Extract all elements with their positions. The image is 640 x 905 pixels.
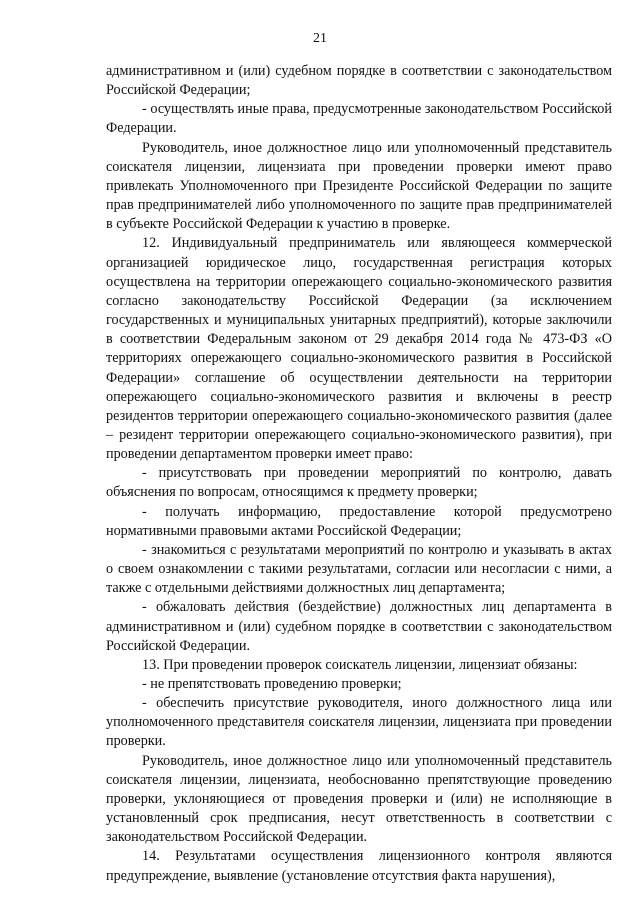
- page-number: 21: [313, 31, 327, 46]
- paragraph-section-13: 13. При проведении проверок соискатель лицензии, лицензиат обязаны:: [142, 656, 578, 673]
- document-body: [106, 62, 612, 886]
- paragraph-list-item: - осуществлять иные права, предусмотренные законодательством Российской Федерации.: [106, 101, 612, 137]
- paragraph: Руководитель, иное должностное лицо или уполномоченный представитель соискателя лицензии, лицензиата при проведении проверки имеют право привлекать Уполномоченного при Президенте Российской Федерации по защите прав предпринимателей либо уполномоченного по защите прав предпринимателей в субъекте Российской Федерации к участию в проверке.: [106, 139, 612, 233]
- paragraph: Руководитель, иное должностное лицо или уполномоченный представитель соискателя лицензии, лицензиата, необоснованно препятствующие проведению проверки, уклоняющиеся от проведения проверки и (или) не исполняющие в установленный срок предписания, несут ответственность в соответствии с законодательством Российской Федерации.: [106, 752, 612, 846]
- paragraph-section-12: 12. Индивидуальный предприниматель или являющееся коммерческой организацией юридическое лицо, государственная регистрация которых осуществлена на территории опережающего социально-экономического развития согласно законодательству Российской Федерации (за исключением государственных и муниципальных унитарных предприятий), которые заключили в соответствии Федеральным законом от 29 декабря 2014 года № 473-ФЗ «О территориях опережающего социально-экономического развития в Российской Федерации» соглашение об осуществлении деятельности на территории опережающего социально-экономического развития и включены в реестр резидентов территории опережающего социально-экономического развития (далее – резидент территории опережающего социально-экономического развития), при проведении департаментом проверки имеет право:: [106, 235, 612, 463]
- paragraph-list-item: - не препятствовать проведению проверки;: [142, 676, 402, 692]
- paragraph-continuation: административном и (или) судебном порядке в соответствии с законодательством Российской Федерации;: [106, 63, 612, 99]
- paragraph-list-item: - получать информацию, предоставление которой предусмотрено нормативными правовыми актами Российской Федерации;: [106, 503, 612, 539]
- paragraph-list-item: - присутствовать при проведении мероприятий по контролю, давать объяснения по вопросам, относящимся к предмету проверки;: [106, 465, 612, 501]
- paragraph-list-item: - обжаловать действия (бездействие) должностных лиц департамента в административном и (или) судебном порядке в соответствии с законодательством Российской Федерации.: [106, 599, 612, 654]
- paragraph-list-item: - знакомиться с результатами мероприятий по контролю и указывать в актах о своем ознакомлении с такими результатами, согласии или несогласии с ними, а также с отдельными действиями должностных лиц департамента;: [106, 541, 612, 597]
- paragraph-section-14: 14. Результатами осуществления лицензионного контроля являются предупреждение, выявление (установление отсутствия факта нарушения),: [106, 848, 612, 884]
- paragraph-list-item: - обеспечить присутствие руководителя, иного должностного лица или уполномоченного представителя соискателя лицензии, лицензиата при проведении проверки.: [106, 695, 612, 750]
